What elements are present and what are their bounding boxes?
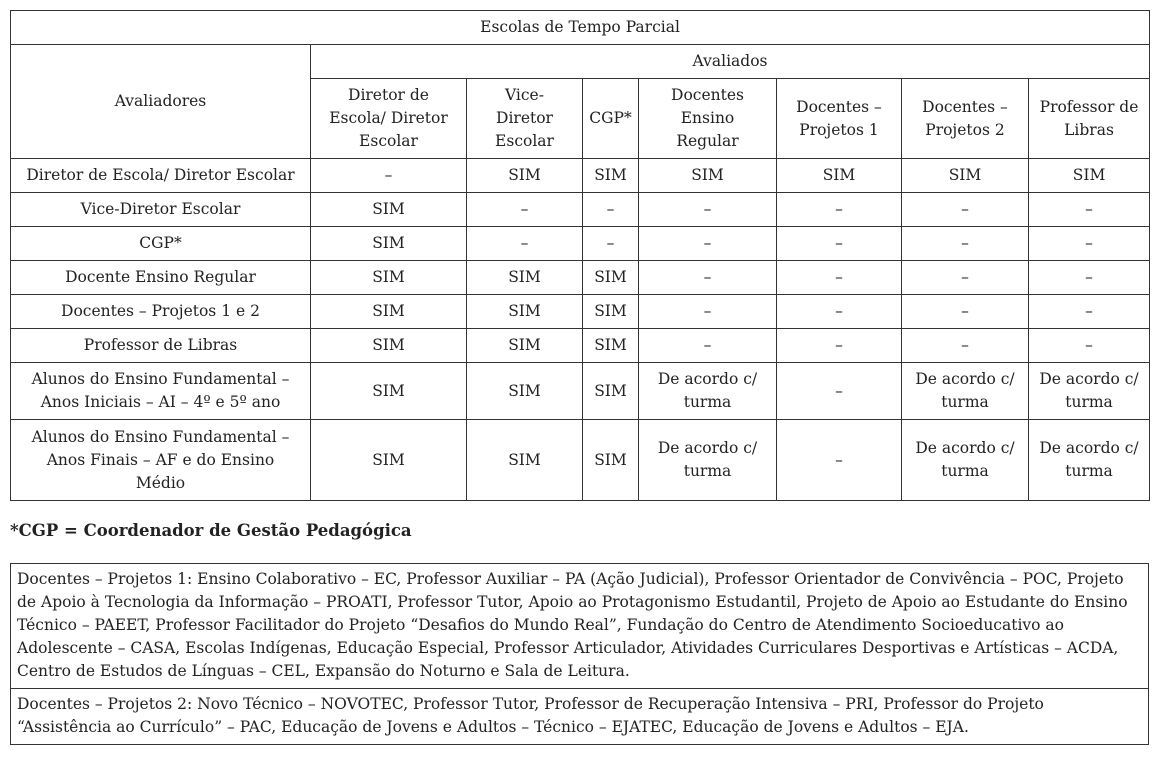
table-cell: – xyxy=(777,363,902,420)
note-projetos-1: Docentes – Projetos 1: Ensino Colaborativo – EC, Professor Auxiliar – PA (Ação Judicial), Professor Orientador de Convivência – POC, Projeto de Apoio à Tecnologia da Informação – PROATI, Professor Tutor, Apoio ao Protagonismo Estudantil, Projeto de Apoio ao Estudante do Ensino Técnico – PAEET, Professor Facilitador do Projeto “Desafios do Mundo Real”, Fundação do Centro de Atendimento Socioeducativo ao Adolescente – CASA, Escolas Indígenas, Educação Especial, Professor Articulador, Atividades Curriculares Desportivas e Artísticas – ACDA, Centro de Estudos de Línguas – CEL, Expansão do Noturno e Sala de Leitura. xyxy=(11,564,1149,689)
table-cell: SIM xyxy=(902,159,1029,193)
note-row xyxy=(11,689,1149,745)
table-row xyxy=(11,329,1150,363)
table-cell: De acordo c/ turma xyxy=(902,420,1029,501)
table-cell: – xyxy=(467,193,583,227)
column-header: Vice- Diretor Escolar xyxy=(467,79,583,159)
table-cell: – xyxy=(639,329,777,363)
table-cell: – xyxy=(777,295,902,329)
table-cell: De acordo c/ turma xyxy=(639,363,777,420)
table-cell: SIM xyxy=(777,159,902,193)
column-header: Docentes – Projetos 1 xyxy=(777,79,902,159)
table-row xyxy=(11,261,1150,295)
table-cell: – xyxy=(639,295,777,329)
note-projetos-2: Docentes – Projetos 2: Novo Técnico – NOVOTEC, Professor Tutor, Professor de Recuperação Intensiva – PRI, Professor do Projeto “Assistência ao Currículo” – PAC, Educação de Jovens e Adultos – Técnico – EJATEC, Educação de Jovens e Adultos – EJA. xyxy=(11,689,1149,745)
table-cell: – xyxy=(639,193,777,227)
table-cell: De acordo c/ turma xyxy=(902,363,1029,420)
row-label: Vice-Diretor Escolar xyxy=(11,193,311,227)
table-row xyxy=(11,420,1150,501)
note-row xyxy=(11,564,1149,689)
table-cell: SIM xyxy=(311,295,467,329)
row-label: Alunos do Ensino Fundamental – Anos Iniciais – AI – 4º e 5º ano xyxy=(11,363,311,420)
table-cell: SIM xyxy=(467,329,583,363)
table-cell: SIM xyxy=(583,363,639,420)
row-label: Professor de Libras xyxy=(11,329,311,363)
table-cell: – xyxy=(639,261,777,295)
table-cell: SIM xyxy=(583,159,639,193)
row-label: CGP* xyxy=(11,227,311,261)
table-cell: SIM xyxy=(467,159,583,193)
table-cell: SIM xyxy=(1029,159,1150,193)
avaliados-header: Avaliados xyxy=(311,45,1150,79)
table-cell: – xyxy=(1029,227,1150,261)
table-cell: – xyxy=(1029,193,1150,227)
table-cell: SIM xyxy=(583,261,639,295)
avaliadores-header: Avaliadores xyxy=(11,45,311,159)
table-cell: SIM xyxy=(467,261,583,295)
table-cell: – xyxy=(902,227,1029,261)
table-cell: SIM xyxy=(639,159,777,193)
table-cell: – xyxy=(311,159,467,193)
table-cell: – xyxy=(1029,295,1150,329)
table-cell: SIM xyxy=(583,420,639,501)
notes-table xyxy=(10,563,1149,745)
table-row xyxy=(11,295,1150,329)
table-cell: – xyxy=(1029,261,1150,295)
table-cell: – xyxy=(902,329,1029,363)
table-cell: – xyxy=(902,261,1029,295)
column-header: Diretor de Escola/ Diretor Escolar xyxy=(311,79,467,159)
table-row xyxy=(11,193,1150,227)
row-label: Docente Ensino Regular xyxy=(11,261,311,295)
table-cell: SIM xyxy=(467,363,583,420)
row-label: Alunos do Ensino Fundamental – Anos Finais – AF e do Ensino Médio xyxy=(11,420,311,501)
table-row xyxy=(11,363,1150,420)
table-cell: – xyxy=(583,227,639,261)
table-cell: – xyxy=(902,193,1029,227)
table-cell: SIM xyxy=(311,227,467,261)
table-cell: SIM xyxy=(311,193,467,227)
cgp-footnote: *CGP = Coordenador de Gestão Pedagógica xyxy=(10,521,412,540)
table-cell: – xyxy=(777,420,902,501)
table-cell: – xyxy=(777,329,902,363)
table-cell: SIM xyxy=(311,420,467,501)
row-label: Docentes – Projetos 1 e 2 xyxy=(11,295,311,329)
column-header: Professor de Libras xyxy=(1029,79,1150,159)
row-label: Diretor de Escola/ Diretor Escolar xyxy=(11,159,311,193)
table-row xyxy=(11,227,1150,261)
table-title: Escolas de Tempo Parcial xyxy=(11,11,1150,45)
table-row xyxy=(11,159,1150,193)
table-cell: – xyxy=(583,193,639,227)
table-cell: SIM xyxy=(467,295,583,329)
column-header: CGP* xyxy=(583,79,639,159)
table-cell: De acordo c/ turma xyxy=(639,420,777,501)
table-cell: SIM xyxy=(583,329,639,363)
table-cell: – xyxy=(777,193,902,227)
table-cell: SIM xyxy=(311,363,467,420)
column-header: Docentes Ensino Regular xyxy=(639,79,777,159)
table-cell: – xyxy=(902,295,1029,329)
table-cell: De acordo c/ turma xyxy=(1029,420,1150,501)
table-cell: SIM xyxy=(311,329,467,363)
table-cell: SIM xyxy=(467,420,583,501)
table-cell: – xyxy=(1029,329,1150,363)
table-cell: – xyxy=(639,227,777,261)
column-header: Docentes – Projetos 2 xyxy=(902,79,1029,159)
table-cell: – xyxy=(777,261,902,295)
table-cell: – xyxy=(777,227,902,261)
table-cell: SIM xyxy=(583,295,639,329)
table-cell: De acordo c/ turma xyxy=(1029,363,1150,420)
table-cell: SIM xyxy=(311,261,467,295)
table-cell: – xyxy=(467,227,583,261)
evaluation-table xyxy=(10,10,1150,501)
